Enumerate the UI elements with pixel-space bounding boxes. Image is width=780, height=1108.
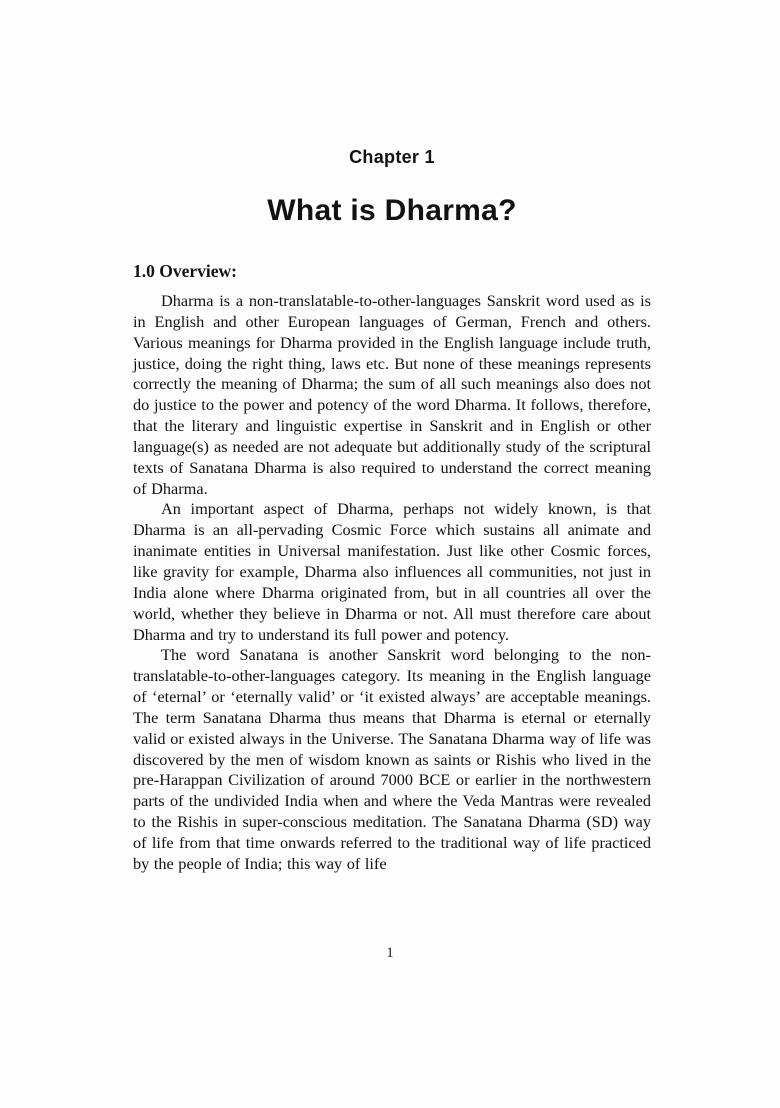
paragraph-2: An important aspect of Dharma, perhaps not widely known, is that Dharma is an all-pervading Cosmic Force which sustains all animate and inanimate entities in Universal manifestation. Just like other Cosmic forces, like gravity for example, Dharma also influences all communities, not just in India alone where Dharma originated from, but in all countries all over the world, whether they believe in Dharma or not. All must therefore care about Dharma and try to understand its full power and potency. bbox=[133, 499, 651, 644]
page-number: 1 bbox=[386, 945, 394, 961]
section-heading: 1.0 Overview: bbox=[133, 261, 237, 281]
body-copy bbox=[133, 291, 651, 875]
paragraph-1: Dharma is a non-translatable-to-other-languages Sanskrit word used as is in English and other European languages of German, French and others. Various meanings for Dharma provided in the English language include truth, justice, doing the right thing, laws etc. But none of these meanings represents correctly the meaning of Dharma; the sum of all such meanings also does not do justice to the power and potency of the word Dharma. It follows, therefore, that the literary and linguistic expertise in Sanskrit and in English or other language(s) as needed are not adequate but additionally study of the scriptural texts of Sanatana Dharma is also required to understand the correct meaning of Dharma. bbox=[133, 291, 651, 498]
chapter-label: Chapter 1 bbox=[349, 147, 435, 167]
text-block bbox=[133, 0, 651, 875]
paragraph-3: The word Sanatana is another Sanskrit word belonging to the non-translatable-to-other-languages category. Its meaning in the English language of ‘eternal’ or ‘eternally valid’ or ‘it existed always’ are acceptable meanings. The term Sanatana Dharma thus means that Dharma is eternal or eternally valid or existed always in the Universe. The Sanatana Dharma way of life was discovered by the men of wisdom known as saints or Rishis who lived in the pre-Harappan Civilization of around 7000 BCE or earlier in the northwestern parts of the undivided India when and where the Veda Mantras were revealed to the Rishis in super-conscious meditation. The Sanatana Dharma (SD) way of life from that time onwards referred to the traditional way of life practiced by the people of India; this way of life bbox=[133, 645, 651, 873]
page-title: What is Dharma? bbox=[267, 194, 517, 227]
